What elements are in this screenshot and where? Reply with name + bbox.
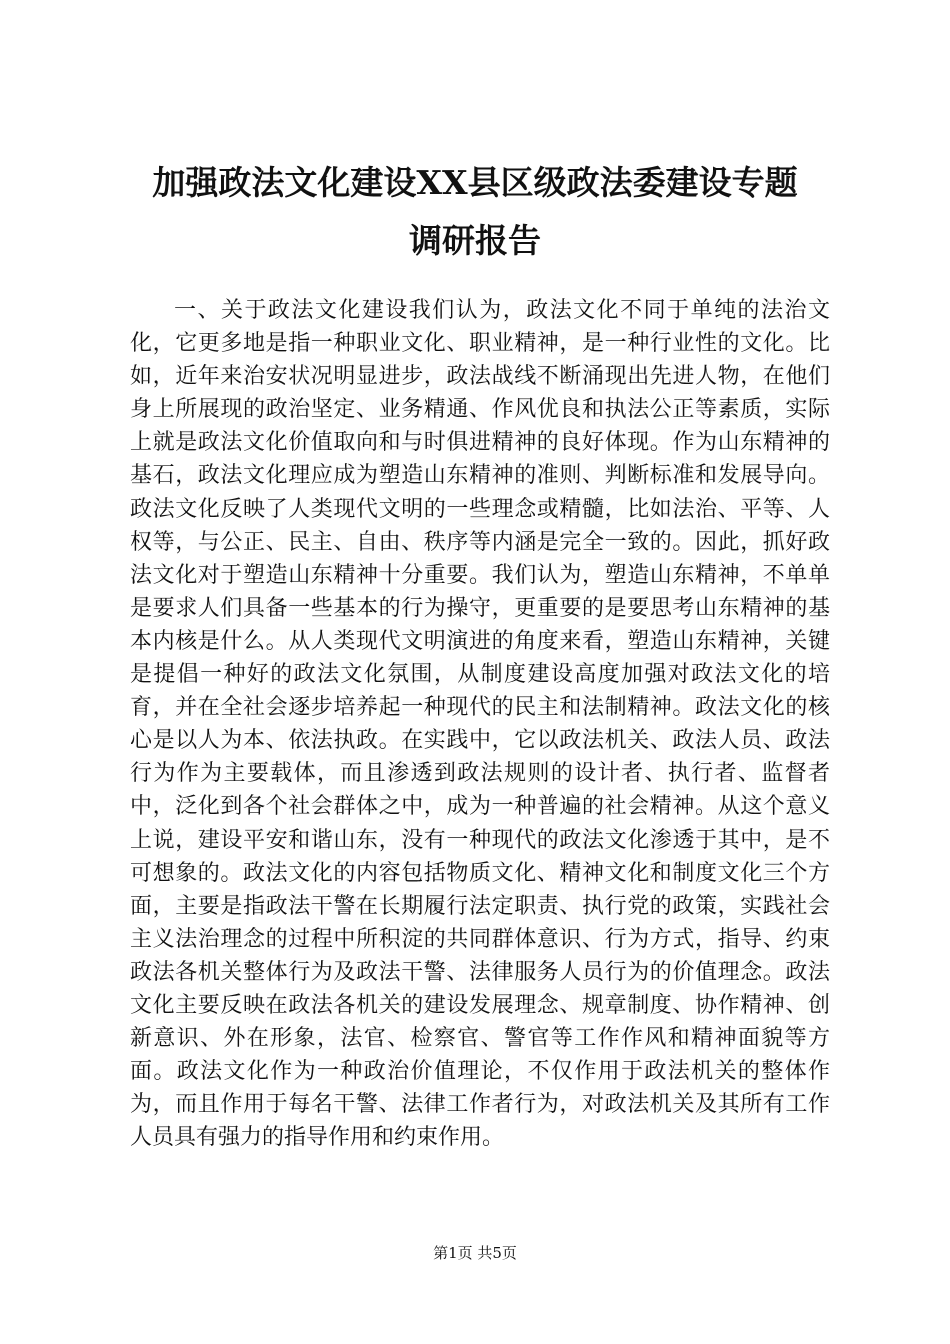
document-title-line-2: 调研报告 bbox=[409, 221, 541, 260]
page-indicator: 第1页 共5页 bbox=[433, 1244, 517, 1262]
body-paragraph: 一、关于政法文化建设我们认为，政法文化不同于单纯的法治文化，它更多地是指一种职业文化、职业精神，是一种行业性的文化。比如，近年来治安状况明显进步，政法战线不断涌现出先进人物，在他们身上所展现的政治坚定、业务精通、作风优良和执法公正等素质，实际上就是政法文化价值取向和与时俱进精神的良好体现。作为山东精神的基石，政法文化理应成为塑造山东精神的准则、判断标准和发展导向。政法文化反映了人类现代文明的一些理念或精髓，比如法治、平等、人权等，与公正、民主、自由、秩序等内涵是完全一致的。因此，抓好政法文化对于塑造山东精神十分重要。我们认为，塑造山东精神，不单单是要求人们具备一些基本的行为操守，更重要的是要思考山东精神的基本内核是什么。从人类现代文明演进的角度来看，塑造山东精神，关键是提倡一种好的政法文化氛围，从制度建设高度加强对政法文化的培育，并在全社会逐步培养起一种现代的民主和法制精神。政法文化的核心是以人为本、依法执政。在实践中，它以政法机关、政法人员、政法行为作为主要载体，而且渗透到政法规则的设计者、执行者、监督者中，泛化到各个社会群体之中，成为一种普遍的社会精神。从这个意义上说，建设平安和谐山东，没有一种现代的政法文化渗透于其中，是不可想象的。政法文化的内容包括物质文化、精神文化和制度文化三个方面，主要是指政法干警在长期履行法定职责、执行党的政策，实践社会主义法治理念的过程中所积淀的共同群体意识、行为方式，指导、约束政法各机关整体行为及政法干警、法律服务人员行为的价值理念。政法文化主要反映在政法各机关的建设发展理念、规章制度、协作精神、创新意识、外在形象，法官、检察官、警官等工作作风和精神面貌等方面。政法文化作为一种政治价值理论，不仅作用于政法机关的整体作为，而且作用于每名干警、法律工作者行为，对政法机关及其所有工作人员具有强力的指导作用和约束作用。 bbox=[130, 298, 830, 1151]
document-title-line-1: 加强政法文化建设XX县区级政法委建设专题 bbox=[152, 163, 798, 202]
